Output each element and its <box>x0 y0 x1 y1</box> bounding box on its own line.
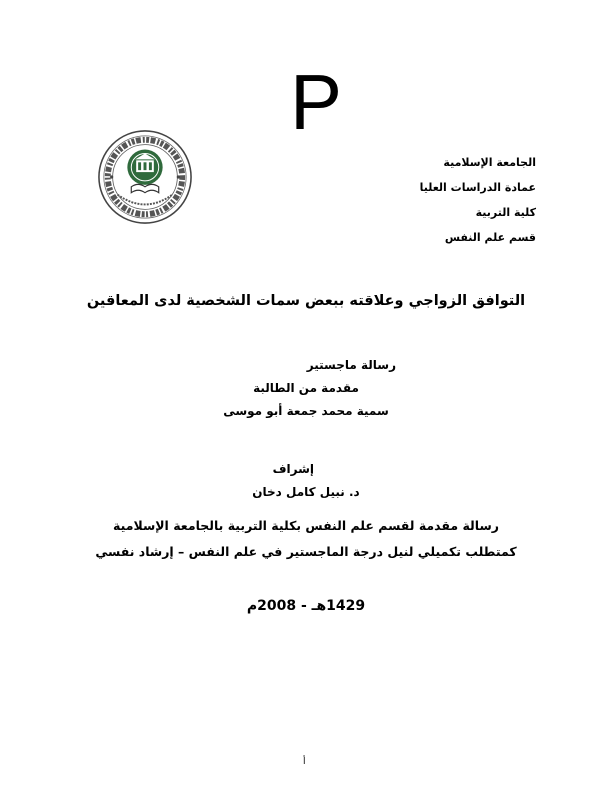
university-header <box>420 150 536 250</box>
student-name: سمية محمد جمعة أبو موسى <box>223 404 389 418</box>
university-seal-icon <box>96 128 194 226</box>
submission-line-2: كمتطلب تكميلي لنيل درجة الماجستير في علم النفس – إرشاد نفسي <box>95 544 517 559</box>
supervision-label: إشراف <box>272 462 314 476</box>
date: 1429هـ - 2008م <box>246 598 366 614</box>
university-name: الجامعة الإسلامية <box>443 156 536 169</box>
department-name: قسم علم النفس <box>444 231 536 244</box>
page-number: أ <box>303 757 306 767</box>
faculty-name: كلية التربية <box>475 206 536 219</box>
graduate-studies-deanship: عمادة الدراسات العليا <box>419 181 536 194</box>
submission-line-1: رسالة مقدمة لقسم علم النفس بكلية التربية بالجامعة الإسلامية <box>113 518 499 533</box>
supervisor-name: د. نبيل كامل دخان <box>252 485 360 499</box>
thesis-type: رسالة ماجستير <box>306 358 396 372</box>
submitted-by-label: مقدمة من الطالبة <box>253 381 359 395</box>
thesis-title: التوافق الزواجي وعلاقته ببعض سمات الشخصية لدى المعاقين <box>86 293 526 309</box>
header-letter: P <box>290 58 343 146</box>
